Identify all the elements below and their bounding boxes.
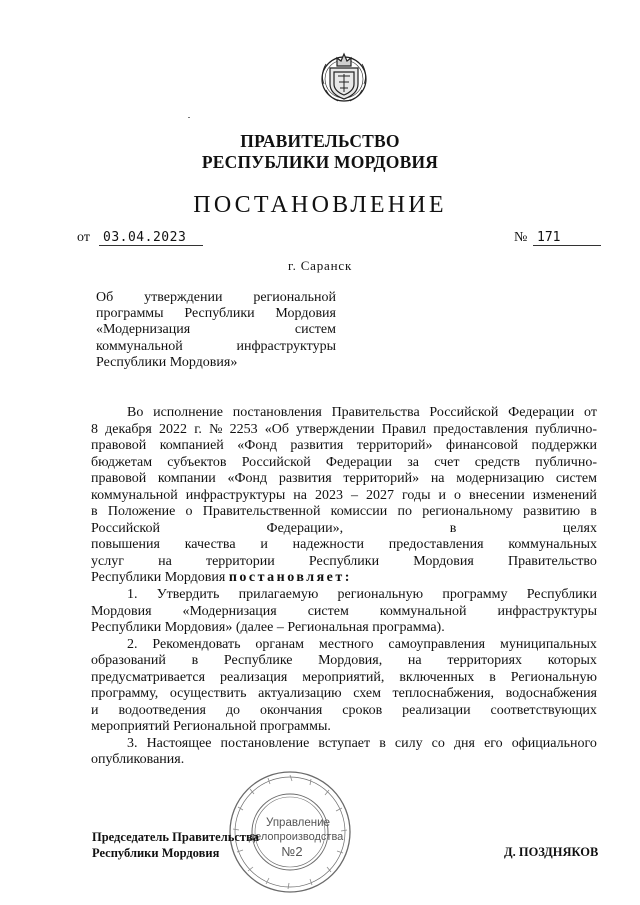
word: Настоящее	[146, 735, 212, 751]
body-line	[91, 587, 597, 604]
date-prefix: от	[77, 230, 90, 245]
word: региональную	[337, 587, 424, 603]
word: 3.	[127, 735, 138, 751]
word: развития	[290, 438, 344, 454]
decree-date: 03.04.2023	[99, 230, 203, 246]
word: счет	[434, 454, 460, 470]
word: компанией	[159, 438, 224, 454]
word: водоснабжения	[505, 686, 597, 702]
word: 8	[91, 421, 98, 437]
scan-speck	[188, 117, 190, 118]
word: коммунальной	[91, 487, 178, 503]
word: «Фонд	[237, 438, 277, 454]
body-line	[91, 637, 597, 654]
word: прилагаемую	[238, 587, 319, 603]
word: предусматривается	[91, 669, 206, 685]
word: силу	[394, 735, 423, 751]
body-line	[91, 604, 597, 621]
word: территорий»	[356, 438, 433, 454]
word: включенных	[399, 669, 475, 685]
word: Мордовия	[91, 603, 152, 619]
word: местного	[318, 636, 374, 652]
word: г.	[194, 421, 202, 437]
word: финансовой	[446, 438, 518, 454]
word: которых	[547, 653, 597, 669]
word: Положение	[107, 504, 176, 520]
word: реализации	[402, 702, 471, 718]
word: развитию	[523, 504, 581, 520]
body-line: повышения качества и надежности предоставления коммунальных	[91, 537, 597, 553]
body-line	[91, 488, 597, 505]
body-line	[91, 736, 597, 753]
word: бюджетам	[91, 454, 153, 470]
word: комиссии	[330, 504, 388, 520]
word: о	[185, 504, 193, 520]
word: программу,	[91, 686, 159, 702]
word: соответствующих	[490, 702, 597, 718]
word: 2253	[229, 421, 258, 437]
word: декабря	[105, 421, 152, 437]
word: публично-	[535, 454, 597, 470]
city-line: г. Саранск	[287, 258, 353, 273]
word: в	[91, 504, 98, 520]
word: предоставления	[433, 421, 529, 437]
word: водоотведения	[118, 702, 206, 718]
word: и	[438, 487, 447, 503]
word: компании	[157, 471, 216, 487]
word: годы	[402, 487, 431, 503]
word: 2023	[315, 487, 343, 503]
word: сроков	[342, 702, 383, 718]
word: территорий»	[343, 471, 420, 487]
word: его	[484, 735, 503, 751]
word: №	[209, 421, 223, 437]
word: инфраструктуры	[185, 487, 286, 503]
government-title-line1: ПРАВИТЕЛЬСТВО	[240, 131, 400, 151]
body-line: опубликования.	[91, 752, 185, 768]
word: со	[431, 735, 445, 751]
word: Республике	[223, 653, 293, 669]
body-line	[91, 653, 597, 670]
word: теплоснабжения,	[392, 686, 495, 702]
word: правовой	[91, 471, 147, 487]
word: Российской	[429, 405, 499, 420]
word: в	[379, 735, 386, 751]
word: инфраструктуры	[497, 603, 597, 619]
word: региональному	[422, 504, 513, 520]
word: мероприятий,	[302, 669, 385, 685]
word: осуществить	[169, 686, 247, 702]
body-line	[91, 471, 597, 488]
word: «Модернизация	[182, 603, 277, 619]
word: Мордовия,	[318, 653, 383, 669]
subject-line: Об утверждении региональной	[96, 290, 336, 305]
word: Российской	[241, 454, 311, 470]
word: территориях	[447, 653, 523, 669]
word: за	[407, 454, 419, 470]
word: в	[489, 669, 496, 685]
word: на	[407, 653, 422, 669]
body-line: услуг на территории Республики Мордовия Правительство	[91, 553, 597, 569]
word: 2022	[159, 421, 188, 437]
word: 1.	[127, 587, 138, 603]
word: от	[584, 405, 597, 420]
decree-body	[91, 405, 597, 769]
word: Во	[127, 405, 144, 420]
body-line	[91, 504, 597, 521]
word: актуализацию	[258, 686, 342, 702]
word: модернизацию	[456, 471, 545, 487]
word: поддержки	[531, 438, 597, 454]
subject-line: коммунальной инфраструктуры	[96, 338, 336, 354]
word: развития	[278, 471, 332, 487]
body-line: Российской Федерации», в целях	[91, 520, 597, 536]
word: Федерации	[325, 454, 393, 470]
subject-line: Республики Мордовия»	[96, 354, 238, 370]
word: самоуправления	[388, 636, 486, 652]
signatory-name: Д. ПОЗДНЯКОВ	[504, 845, 599, 859]
word: публично-	[535, 421, 597, 437]
stamp-line2: делопроизводства	[248, 831, 344, 843]
body-line: мероприятий Региональной программы.	[91, 719, 331, 735]
body-line	[91, 438, 597, 455]
word: «Об	[264, 421, 289, 437]
signatory-position-line2: Республики Мордовия	[92, 846, 220, 860]
word: 2027	[366, 487, 394, 503]
body-line	[91, 670, 597, 687]
word: органам	[255, 636, 304, 652]
signatory-position	[92, 829, 259, 861]
word: по	[397, 504, 412, 520]
signatory-position-line1: Председатель Правительства	[92, 830, 260, 844]
word: субъектов	[167, 454, 227, 470]
word: –	[351, 487, 358, 503]
number-prefix: №	[514, 230, 528, 245]
word: постановления	[232, 405, 322, 420]
word: Республики	[526, 587, 597, 603]
word: официального	[511, 735, 597, 751]
body-line: Республики Мордовия постановляет:	[91, 570, 352, 586]
decree-number: 171	[533, 230, 601, 246]
word: Федерации	[508, 405, 575, 420]
decree-title: ПОСТАНОВЛЕНИЕ	[193, 192, 447, 218]
word: на	[293, 487, 307, 503]
coat-of-arms-emblem	[316, 44, 372, 108]
subject-line: «Модернизация систем	[96, 322, 336, 338]
body-line	[91, 455, 597, 472]
word: о	[454, 487, 462, 503]
word: утверждении	[296, 421, 375, 437]
word: Правительства	[331, 405, 420, 420]
word: дня	[453, 735, 475, 751]
word: до	[225, 702, 241, 718]
word: Правил	[381, 421, 427, 437]
word: на	[430, 471, 445, 487]
word: Утвердить	[156, 587, 220, 603]
word: внесении	[469, 487, 525, 503]
body-line	[91, 686, 597, 703]
word: программу	[442, 587, 508, 603]
word: реализация	[219, 669, 288, 685]
word: постановление	[220, 735, 310, 751]
word: Региональную	[510, 669, 597, 685]
body-line	[91, 422, 597, 439]
word: исполнение	[153, 405, 223, 420]
decree-subject	[96, 290, 336, 371]
word: окончания	[260, 702, 323, 718]
subject-line: программы Республики Мордовия	[96, 306, 336, 322]
word: Правительственной	[202, 504, 321, 520]
body-line	[91, 405, 597, 422]
word: в	[191, 653, 199, 669]
word: правовой	[91, 438, 147, 454]
word: и	[91, 702, 99, 718]
word: муниципальных	[500, 636, 597, 652]
word: систем	[307, 603, 349, 619]
body-line	[91, 703, 597, 720]
word: образований	[91, 653, 166, 669]
government-title-line2: РЕСПУБЛИКИ МОРДОВИЯ	[201, 152, 439, 172]
resolves-word: постановляет:	[228, 570, 352, 586]
word: систем	[555, 471, 597, 487]
word: вступает	[318, 735, 371, 751]
word: схем	[353, 686, 381, 702]
word: средств	[474, 454, 521, 470]
stamp-line3: №2	[281, 844, 303, 859]
body-line: Республики Мордовия» (далее – Региональная программа).	[91, 620, 445, 636]
word: изменений	[532, 487, 597, 503]
stamp-line1: Управление	[266, 817, 330, 829]
word: в	[590, 504, 597, 520]
word: Рекомендовать	[152, 636, 241, 652]
word: 2.	[127, 636, 138, 652]
word: коммунальной	[379, 603, 467, 619]
word: «Фонд	[227, 471, 268, 487]
